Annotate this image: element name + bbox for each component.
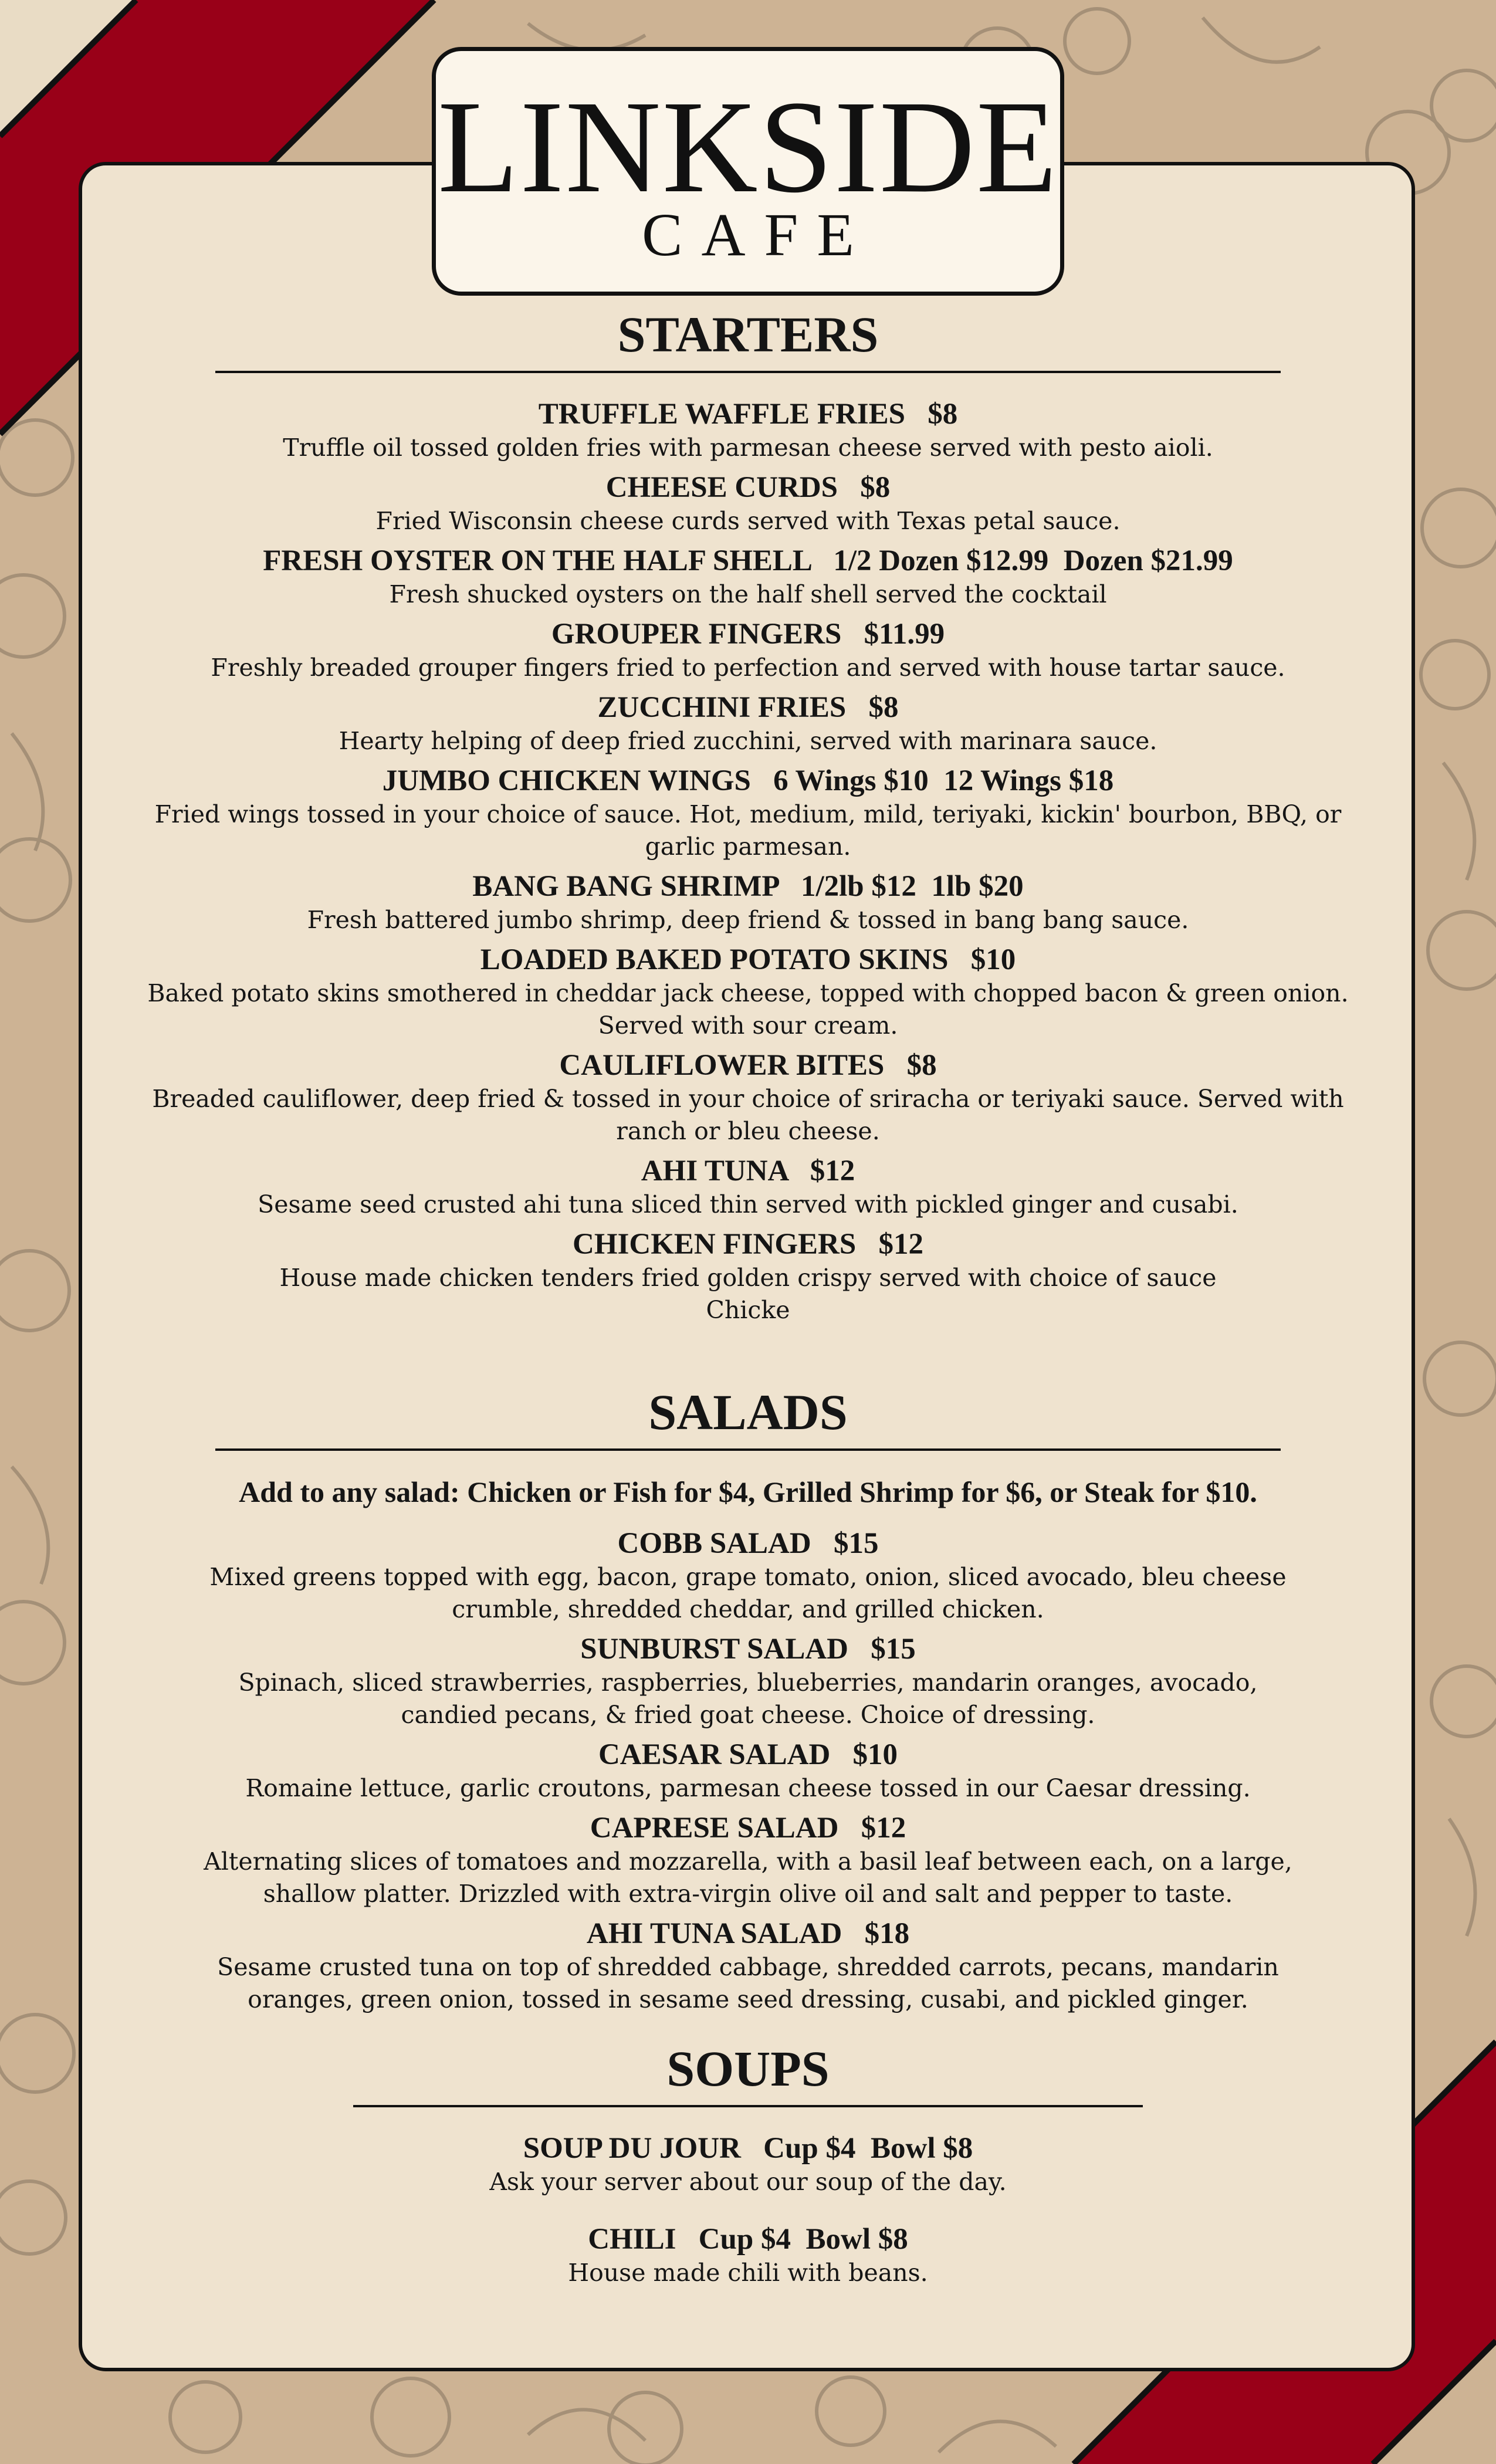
item-name: FRESH OYSTER ON THE HALF SHELL 1/2 Dozen $12.99 Dozen $21.99 (263, 544, 1233, 577)
item-description: Truffle oil tossed golden fries with parmesan cheese served with pesto aioli. (283, 434, 1213, 462)
logo (432, 47, 1064, 296)
salad-addon-note: Add to any salad: Chicken or Fish for $4, Grilled Shrimp for $6, or Steak for $10. (239, 1475, 1257, 1508)
logo-title: LINKSIDE (438, 73, 1058, 220)
item-name: AHI TUNA SALAD $18 (586, 1917, 910, 1950)
item-description: Fresh battered jumbo shrimp, deep friend & tossed in bang bang sauce. (307, 906, 1189, 934)
item-description: Hearty helping of deep fried zucchini, served with marinara sauce. (339, 727, 1157, 755)
item-description: Freshly breaded grouper fingers fried to perfection and served with house tartar sauce. (211, 654, 1285, 682)
item-description: Romaine lettuce, garlic croutons, parmesan cheese tossed in our Caesar dressing. (245, 1774, 1251, 1802)
menu-item (117, 1227, 1379, 1326)
item-name: TRUFFLE WAFFLE FRIES $8 (538, 398, 958, 431)
section-title-starters: STARTERS (617, 306, 879, 363)
menu-item (117, 2131, 1379, 2198)
item-description: Mixed greens topped with egg, bacon, grape tomato, onion, sliced avocado, bleu cheese crumble, shredded cheddar, and grilled chicken. (209, 1563, 1287, 1623)
menu-item (117, 1526, 1379, 1626)
section-title-salads: SALADS (648, 1384, 848, 1440)
item-name: CHILI Cup $4 Bowl $8 (588, 2223, 908, 2256)
item-name: COBB SALAD $15 (617, 1527, 879, 1560)
item-description: Fresh shucked oysters on the half shell served the cocktail (389, 580, 1107, 608)
menu-item (117, 1916, 1379, 2016)
menu-item (117, 397, 1379, 464)
item-description-extra: Chicke (706, 1296, 790, 1324)
item-name: CAULIFLOWER BITES $8 (559, 1049, 937, 1082)
item-name: LOADED BAKED POTATO SKINS $10 (480, 943, 1016, 976)
item-name: SOUP DU JOUR Cup $4 Bowl $8 (523, 2132, 973, 2165)
menu-item (117, 690, 1379, 757)
item-name: ZUCCHINI FRIES $8 (597, 691, 899, 724)
menu-item (117, 1153, 1379, 1221)
item-description: Ask your server about our soup of the day. (489, 2168, 1007, 2196)
item-description: Spinach, sliced strawberries, raspberries, blueberries, mandarin oranges, avocado, candied pecans, & fried goat cheese. Choice of dressing. (238, 1668, 1258, 1729)
item-description: Alternating slices of tomatoes and mozzarella, with a basil leaf between each, on a large, shallow platter. Drizzled with extra-virgin olive oil and salt and pepper to taste. (204, 1847, 1292, 1908)
item-name: CHICKEN FINGERS $12 (573, 1228, 923, 1261)
menu-item (117, 942, 1379, 1042)
divider (353, 2105, 1143, 2107)
item-name: GROUPER FINGERS $11.99 (551, 618, 945, 651)
menu-item (117, 1632, 1379, 1731)
menu-item (117, 763, 1379, 863)
item-description: Breaded cauliflower, deep fried & tossed in your choice of sriracha or teriyaki sauce. Served with ranch or bleu cheese. (152, 1085, 1344, 1145)
item-name: BANG BANG SHRIMP 1/2lb $12 1lb $20 (472, 870, 1024, 903)
item-name: AHI TUNA $12 (641, 1155, 855, 1187)
menu-item (117, 543, 1379, 611)
menu-item (117, 1810, 1379, 1910)
item-description: Fried wings tossed in your choice of sauce. Hot, medium, mild, teriyaki, kickin' bourbon, BBQ, or garlic parmesan. (154, 800, 1342, 861)
menu-item (117, 869, 1379, 936)
soups-section (117, 2039, 1379, 2289)
item-name: CAPRESE SALAD $12 (590, 1812, 906, 1844)
salads-section (117, 1383, 1379, 2016)
starters-section (117, 305, 1379, 1326)
menu-item (117, 470, 1379, 537)
menu-item (117, 1737, 1379, 1805)
item-description: Baked potato skins smothered in cheddar jack cheese, topped with chopped bacon & green onion. Served with sour cream. (147, 979, 1349, 1040)
item-description: Fried Wisconsin cheese curds served with Texas petal sauce. (375, 507, 1121, 535)
menu-item (117, 2222, 1379, 2289)
menu-item (117, 1048, 1379, 1148)
section-title-soups: SOUPS (666, 2040, 830, 2097)
item-name: JUMBO CHICKEN WINGS 6 Wings $10 12 Wings $18 (382, 764, 1114, 797)
item-name: SUNBURST SALAD $15 (580, 1633, 916, 1666)
divider (215, 1448, 1281, 1451)
menu-content (117, 305, 1379, 2313)
item-description: House made chili with beans. (568, 2259, 928, 2287)
item-name: CHEESE CURDS $8 (605, 471, 891, 504)
divider (215, 371, 1281, 373)
item-description: House made chicken tenders fried golden crispy served with choice of sauce (279, 1264, 1217, 1292)
logo-subtitle: CAFE (642, 201, 873, 269)
item-description: Sesame crusted tuna on top of shredded cabbage, shredded carrots, pecans, mandarin oranges, green onion, tossed in sesame seed dressing, cusabi, and pickled ginger. (217, 1953, 1279, 2013)
menu-item (117, 617, 1379, 684)
item-name: CAESAR SALAD $10 (598, 1738, 898, 1771)
item-description: Sesame seed crusted ahi tuna sliced thin served with pickled ginger and cusabi. (258, 1190, 1238, 1219)
